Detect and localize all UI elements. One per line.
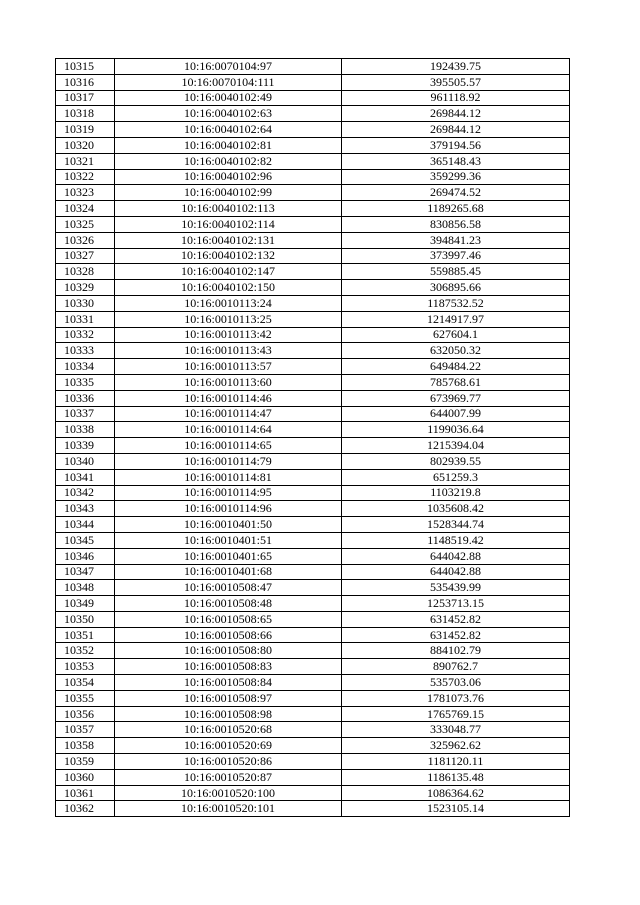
cadastral-number-cell: 10:16:0010508:98 bbox=[115, 706, 342, 722]
value-cell: 1215394.04 bbox=[342, 438, 570, 454]
table-row bbox=[56, 675, 570, 691]
row-number-cell: 10344 bbox=[56, 517, 115, 533]
row-number-cell: 10325 bbox=[56, 216, 115, 232]
value-cell: 631452.82 bbox=[342, 627, 570, 643]
value-cell: 884102.79 bbox=[342, 643, 570, 659]
table-row bbox=[56, 438, 570, 454]
table-row bbox=[56, 295, 570, 311]
table-row bbox=[56, 611, 570, 627]
value-cell: 373997.46 bbox=[342, 248, 570, 264]
table-row bbox=[56, 406, 570, 422]
table-row bbox=[56, 548, 570, 564]
row-number-cell: 10326 bbox=[56, 232, 115, 248]
row-number-cell: 10339 bbox=[56, 438, 115, 454]
cadastral-number-cell: 10:16:0040102:114 bbox=[115, 216, 342, 232]
row-number-cell: 10316 bbox=[56, 74, 115, 90]
row-number-cell: 10343 bbox=[56, 501, 115, 517]
table-row bbox=[56, 596, 570, 612]
row-number-cell: 10334 bbox=[56, 359, 115, 375]
value-cell: 673969.77 bbox=[342, 390, 570, 406]
table-row bbox=[56, 754, 570, 770]
table-row bbox=[56, 90, 570, 106]
cadastral-number-cell: 10:16:0040102:63 bbox=[115, 106, 342, 122]
table-row bbox=[56, 517, 570, 533]
row-number-cell: 10330 bbox=[56, 295, 115, 311]
table-row bbox=[56, 564, 570, 580]
value-cell: 1523105.14 bbox=[342, 801, 570, 817]
table-row bbox=[56, 469, 570, 485]
table-row bbox=[56, 327, 570, 343]
value-cell: 269844.12 bbox=[342, 106, 570, 122]
table-row bbox=[56, 59, 570, 75]
table-row bbox=[56, 185, 570, 201]
value-cell: 269474.52 bbox=[342, 185, 570, 201]
table-row bbox=[56, 769, 570, 785]
cadastral-number-cell: 10:16:0010508:47 bbox=[115, 580, 342, 596]
cadastral-number-cell: 10:16:0010520:87 bbox=[115, 769, 342, 785]
cadastral-number-cell: 10:16:0010113:24 bbox=[115, 295, 342, 311]
cadastral-number-cell: 10:16:0040102:81 bbox=[115, 137, 342, 153]
value-cell: 1181120.11 bbox=[342, 754, 570, 770]
cadastral-number-cell: 10:16:0070104:97 bbox=[115, 59, 342, 75]
value-cell: 785768.61 bbox=[342, 374, 570, 390]
value-cell: 644042.88 bbox=[342, 548, 570, 564]
row-number-cell: 10319 bbox=[56, 122, 115, 138]
row-number-cell: 10347 bbox=[56, 564, 115, 580]
table-row bbox=[56, 485, 570, 501]
row-number-cell: 10361 bbox=[56, 785, 115, 801]
row-number-cell: 10360 bbox=[56, 769, 115, 785]
value-cell: 1528344.74 bbox=[342, 517, 570, 533]
table-row bbox=[56, 201, 570, 217]
value-cell: 644007.99 bbox=[342, 406, 570, 422]
row-number-cell: 10348 bbox=[56, 580, 115, 596]
value-cell: 830856.58 bbox=[342, 216, 570, 232]
table-row bbox=[56, 390, 570, 406]
table-row bbox=[56, 169, 570, 185]
cadastral-number-cell: 10:16:0040102:131 bbox=[115, 232, 342, 248]
row-number-cell: 10340 bbox=[56, 453, 115, 469]
cadastral-number-cell: 10:16:0010114:81 bbox=[115, 469, 342, 485]
value-cell: 379194.56 bbox=[342, 137, 570, 153]
value-cell: 395505.57 bbox=[342, 74, 570, 90]
cadastral-number-cell: 10:16:0010508:66 bbox=[115, 627, 342, 643]
row-number-cell: 10353 bbox=[56, 659, 115, 675]
value-cell: 644042.88 bbox=[342, 564, 570, 580]
value-cell: 1086364.62 bbox=[342, 785, 570, 801]
value-cell: 325962.62 bbox=[342, 738, 570, 754]
table-row bbox=[56, 801, 570, 817]
cadastral-number-cell: 10:16:0010520:69 bbox=[115, 738, 342, 754]
row-number-cell: 10341 bbox=[56, 469, 115, 485]
row-number-cell: 10324 bbox=[56, 201, 115, 217]
value-cell: 631452.82 bbox=[342, 611, 570, 627]
table-row bbox=[56, 659, 570, 675]
data-table bbox=[55, 58, 570, 817]
value-cell: 306895.66 bbox=[342, 280, 570, 296]
row-number-cell: 10321 bbox=[56, 153, 115, 169]
row-number-cell: 10345 bbox=[56, 532, 115, 548]
cadastral-number-cell: 10:16:0010114:65 bbox=[115, 438, 342, 454]
row-number-cell: 10335 bbox=[56, 374, 115, 390]
cadastral-number-cell: 10:16:0010114:96 bbox=[115, 501, 342, 517]
value-cell: 1103219.8 bbox=[342, 485, 570, 501]
cadastral-number-cell: 10:16:0010520:101 bbox=[115, 801, 342, 817]
cadastral-number-cell: 10:16:0010401:50 bbox=[115, 517, 342, 533]
cadastral-number-cell: 10:16:0010114:95 bbox=[115, 485, 342, 501]
table-row bbox=[56, 785, 570, 801]
table-row bbox=[56, 264, 570, 280]
cadastral-number-cell: 10:16:0010401:68 bbox=[115, 564, 342, 580]
cadastral-number-cell: 10:16:0010113:60 bbox=[115, 374, 342, 390]
cadastral-number-cell: 10:16:0010113:57 bbox=[115, 359, 342, 375]
cadastral-number-cell: 10:16:0010113:43 bbox=[115, 343, 342, 359]
value-cell: 802939.55 bbox=[342, 453, 570, 469]
row-number-cell: 10331 bbox=[56, 311, 115, 327]
cadastral-number-cell: 10:16:0040102:49 bbox=[115, 90, 342, 106]
cadastral-number-cell: 10:16:0010520:86 bbox=[115, 754, 342, 770]
row-number-cell: 10338 bbox=[56, 422, 115, 438]
cadastral-number-cell: 10:16:0010114:64 bbox=[115, 422, 342, 438]
table-row bbox=[56, 232, 570, 248]
row-number-cell: 10329 bbox=[56, 280, 115, 296]
value-cell: 961118.92 bbox=[342, 90, 570, 106]
table-row bbox=[56, 216, 570, 232]
table-row bbox=[56, 106, 570, 122]
cadastral-number-cell: 10:16:0010508:48 bbox=[115, 596, 342, 612]
value-cell: 1765769.15 bbox=[342, 706, 570, 722]
row-number-cell: 10362 bbox=[56, 801, 115, 817]
cadastral-number-cell: 10:16:0040102:150 bbox=[115, 280, 342, 296]
cadastral-number-cell: 10:16:0010508:65 bbox=[115, 611, 342, 627]
cadastral-number-cell: 10:16:0010401:51 bbox=[115, 532, 342, 548]
table-row bbox=[56, 248, 570, 264]
table-row bbox=[56, 453, 570, 469]
cadastral-number-cell: 10:16:0040102:82 bbox=[115, 153, 342, 169]
table-row bbox=[56, 422, 570, 438]
value-cell: 1781073.76 bbox=[342, 690, 570, 706]
cadastral-number-cell: 10:16:0010114:47 bbox=[115, 406, 342, 422]
row-number-cell: 10354 bbox=[56, 675, 115, 691]
row-number-cell: 10342 bbox=[56, 485, 115, 501]
value-cell: 359299.36 bbox=[342, 169, 570, 185]
table-row bbox=[56, 343, 570, 359]
row-number-cell: 10323 bbox=[56, 185, 115, 201]
table-row bbox=[56, 722, 570, 738]
row-number-cell: 10320 bbox=[56, 137, 115, 153]
cadastral-number-cell: 10:16:0010114:46 bbox=[115, 390, 342, 406]
table-row bbox=[56, 501, 570, 517]
table-row bbox=[56, 627, 570, 643]
value-cell: 1214917.97 bbox=[342, 311, 570, 327]
value-cell: 1148519.42 bbox=[342, 532, 570, 548]
cadastral-number-cell: 10:16:0040102:96 bbox=[115, 169, 342, 185]
cadastral-number-cell: 10:16:0040102:99 bbox=[115, 185, 342, 201]
cadastral-number-cell: 10:16:0040102:64 bbox=[115, 122, 342, 138]
row-number-cell: 10332 bbox=[56, 327, 115, 343]
value-cell: 333048.77 bbox=[342, 722, 570, 738]
cadastral-number-cell: 10:16:0010520:100 bbox=[115, 785, 342, 801]
value-cell: 627604.1 bbox=[342, 327, 570, 343]
row-number-cell: 10356 bbox=[56, 706, 115, 722]
cadastral-number-cell: 10:16:0040102:147 bbox=[115, 264, 342, 280]
row-number-cell: 10328 bbox=[56, 264, 115, 280]
value-cell: 365148.43 bbox=[342, 153, 570, 169]
table-row bbox=[56, 706, 570, 722]
cadastral-number-cell: 10:16:0010401:65 bbox=[115, 548, 342, 564]
cadastral-number-cell: 10:16:0010508:97 bbox=[115, 690, 342, 706]
row-number-cell: 10358 bbox=[56, 738, 115, 754]
value-cell: 269844.12 bbox=[342, 122, 570, 138]
table-row bbox=[56, 359, 570, 375]
cadastral-number-cell: 10:16:0010508:84 bbox=[115, 675, 342, 691]
value-cell: 890762.7 bbox=[342, 659, 570, 675]
cadastral-number-cell: 10:16:0040102:132 bbox=[115, 248, 342, 264]
table-row bbox=[56, 643, 570, 659]
row-number-cell: 10349 bbox=[56, 596, 115, 612]
cadastral-number-cell: 10:16:0010113:42 bbox=[115, 327, 342, 343]
row-number-cell: 10351 bbox=[56, 627, 115, 643]
table-row bbox=[56, 311, 570, 327]
table-body bbox=[56, 59, 570, 817]
cadastral-number-cell: 10:16:0010113:25 bbox=[115, 311, 342, 327]
table-row bbox=[56, 153, 570, 169]
value-cell: 1187532.52 bbox=[342, 295, 570, 311]
table-row bbox=[56, 280, 570, 296]
table-row bbox=[56, 137, 570, 153]
value-cell: 651259.3 bbox=[342, 469, 570, 485]
value-cell: 1035608.42 bbox=[342, 501, 570, 517]
cadastral-number-cell: 10:16:0070104:111 bbox=[115, 74, 342, 90]
row-number-cell: 10318 bbox=[56, 106, 115, 122]
row-number-cell: 10336 bbox=[56, 390, 115, 406]
row-number-cell: 10346 bbox=[56, 548, 115, 564]
table-row bbox=[56, 690, 570, 706]
cadastral-number-cell: 10:16:0040102:113 bbox=[115, 201, 342, 217]
row-number-cell: 10333 bbox=[56, 343, 115, 359]
row-number-cell: 10355 bbox=[56, 690, 115, 706]
value-cell: 1253713.15 bbox=[342, 596, 570, 612]
value-cell: 192439.75 bbox=[342, 59, 570, 75]
cadastral-number-cell: 10:16:0010508:80 bbox=[115, 643, 342, 659]
value-cell: 559885.45 bbox=[342, 264, 570, 280]
row-number-cell: 10352 bbox=[56, 643, 115, 659]
row-number-cell: 10317 bbox=[56, 90, 115, 106]
value-cell: 632050.32 bbox=[342, 343, 570, 359]
value-cell: 394841.23 bbox=[342, 232, 570, 248]
row-number-cell: 10350 bbox=[56, 611, 115, 627]
row-number-cell: 10359 bbox=[56, 754, 115, 770]
cadastral-number-cell: 10:16:0010114:79 bbox=[115, 453, 342, 469]
table-row bbox=[56, 580, 570, 596]
value-cell: 535703.06 bbox=[342, 675, 570, 691]
table-row bbox=[56, 374, 570, 390]
row-number-cell: 10337 bbox=[56, 406, 115, 422]
row-number-cell: 10322 bbox=[56, 169, 115, 185]
cadastral-number-cell: 10:16:0010520:68 bbox=[115, 722, 342, 738]
table-row bbox=[56, 738, 570, 754]
table-row bbox=[56, 74, 570, 90]
value-cell: 1189265.68 bbox=[342, 201, 570, 217]
row-number-cell: 10327 bbox=[56, 248, 115, 264]
table-row bbox=[56, 532, 570, 548]
cadastral-number-cell: 10:16:0010508:83 bbox=[115, 659, 342, 675]
row-number-cell: 10357 bbox=[56, 722, 115, 738]
value-cell: 1199036.64 bbox=[342, 422, 570, 438]
value-cell: 649484.22 bbox=[342, 359, 570, 375]
row-number-cell: 10315 bbox=[56, 59, 115, 75]
value-cell: 535439.99 bbox=[342, 580, 570, 596]
table-row bbox=[56, 122, 570, 138]
value-cell: 1186135.48 bbox=[342, 769, 570, 785]
